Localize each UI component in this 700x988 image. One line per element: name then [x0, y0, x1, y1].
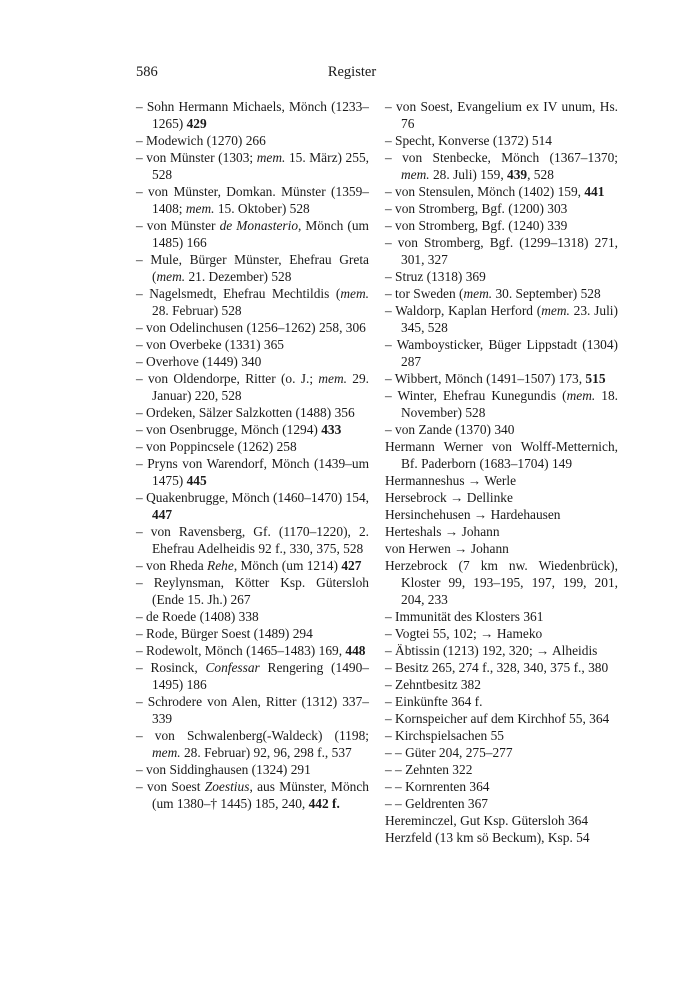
index-entry: – – Geldrenten 367: [385, 796, 489, 811]
index-column-left: [136, 98, 369, 812]
index-entry: – tor Sweden (mem. 30. September) 528: [385, 286, 601, 301]
index-entry: – Kornspeicher auf dem Kirchhof 55, 364: [385, 711, 610, 726]
index-entry: – Äbtissin (1213) 192, 320; → Alheidis: [385, 643, 598, 658]
index-entry: – Quakenbrugge, Mönch (1460–1470) 154, 447: [136, 490, 369, 522]
index-entry: – von Stenbecke, Mönch (1367–1370; mem. 28. Juli) 159, 439, 528: [385, 150, 618, 182]
index-column-right: [385, 98, 618, 846]
index-entry: – von Münster de Monasterio, Mönch (um 1485) 166: [136, 218, 369, 250]
index-entry: – Besitz 265, 274 f., 328, 340, 375 f., 380: [385, 660, 609, 675]
index-entry: – von Odelinchusen (1256–1262) 258, 306: [136, 320, 366, 335]
index-entry: – de Roede (1408) 338: [136, 609, 259, 624]
index-entry: – von Schwalenberg(-Waldeck) (1198; mem. 28. Februar) 92, 96, 298 f., 537: [136, 728, 369, 760]
index-entry: – Rodewolt, Mönch (1465–1483) 169, 448: [136, 643, 366, 658]
index-entry: – Overhove (1449) 340: [136, 354, 262, 369]
index-entry: – Sohn Hermann Michaels, Mönch (1233–1265) 429: [136, 99, 369, 131]
index-entry: – von Overbeke (1331) 365: [136, 337, 285, 352]
page-header: [136, 64, 568, 84]
index-entry: – von Soest, Evangelium ex IV unum, Hs. 76: [385, 99, 618, 131]
index-entry: – von Ravensberg, Gf. (1170–1220), 2. Ehefrau Adelheidis 92 f., 330, 375, 528: [136, 524, 369, 556]
index-entry: – von Oldendorpe, Ritter (o. J.; mem. 29. Januar) 220, 528: [136, 371, 369, 403]
index-entry: Herteshals → Johann: [385, 524, 500, 539]
index-entry: – Einkünfte 364 f.: [385, 694, 483, 709]
index-entry: – Winter, Ehefrau Kunegundis (mem. 18. November) 528: [385, 388, 618, 420]
index-entry: – Wamboysticker, Büger Lippstadt (1304) 287: [385, 337, 618, 369]
index-entry: – Modewich (1270) 266: [136, 133, 266, 148]
index-entry: – von Siddinghausen (1324) 291: [136, 762, 311, 777]
index-entry: Hermanneshus → Werle: [385, 473, 517, 488]
index-entry: – – Zehnten 322: [385, 762, 473, 777]
index-entry: – Kirchspielsachen 55: [385, 728, 504, 743]
index-entry: – Pryns von Warendorf, Mönch (1439–um 1475) 445: [136, 456, 369, 488]
index-entry: Hereminczel, Gut Ksp. Gütersloh 364: [385, 813, 589, 828]
index-entry: – von Stromberg, Bgf. (1240) 339: [385, 218, 568, 233]
running-title: Register: [327, 64, 377, 80]
index-entry: – Immunität des Klosters 361: [385, 609, 544, 624]
index-entry: – – Güter 204, 275–277: [385, 745, 513, 760]
index-entry: – Waldorp, Kaplan Herford (mem. 23. Juli) 345, 528: [385, 303, 618, 335]
index-entry: – Schrodere von Alen, Ritter (1312) 337–339: [136, 694, 369, 726]
index-entry: – Specht, Konverse (1372) 514: [385, 133, 552, 148]
index-entry: – von Münster (1303; mem. 15. März) 255, 528: [136, 150, 369, 182]
index-entry: – Rosinck, Confessar Rengering (1490–1495) 186: [136, 660, 369, 692]
index-entry: – von Rheda Rehe, Mönch (um 1214) 427: [136, 558, 362, 573]
index-entry: – Ordeken, Sälzer Salzkotten (1488) 356: [136, 405, 355, 420]
index-entry: – von Münster, Domkan. Münster (1359–1408; mem. 15. Oktober) 528: [136, 184, 369, 216]
index-entry: – von Osenbrugge, Mönch (1294) 433: [136, 422, 342, 437]
index-entry: – Zehntbesitz 382: [385, 677, 481, 692]
index-entry: Hermann Werner von Wolff-Metternich, Bf. Paderborn (1683–1704) 149: [385, 439, 618, 471]
index-entry: – von Poppincsele (1262) 258: [136, 439, 297, 454]
index-entry: – von Stromberg, Bgf. (1299–1318) 271, 301, 327: [385, 235, 618, 267]
index-entry: – von Stromberg, Bgf. (1200) 303: [385, 201, 568, 216]
index-entry: Hersebrock → Dellinke: [385, 490, 513, 505]
index-entry: – – Kornrenten 364: [385, 779, 490, 794]
index-entry: – Mule, Bürger Münster, Ehefrau Greta (mem. 21. Dezember) 528: [136, 252, 369, 284]
index-entry: – Wibbert, Mönch (1491–1507) 173, 515: [385, 371, 606, 386]
index-entry: – von Soest Zoestius, aus Münster, Mönch (um 1380–† 1445) 185, 240, 442 f.: [136, 779, 369, 811]
index-entry: von Herwen → Johann: [385, 541, 509, 556]
index-entry: – Vogtei 55, 102; → Hameko: [385, 626, 543, 641]
index-entry: – Rode, Bürger Soest (1489) 294: [136, 626, 313, 641]
index-entry: Herzfeld (13 km sö Beckum), Ksp. 54: [385, 830, 590, 845]
index-entry: – von Stensulen, Mönch (1402) 159, 441: [385, 184, 605, 199]
index-entry: – Reylynsman, Kötter Ksp. Gütersloh (Ende 15. Jh.) 267: [136, 575, 369, 607]
index-entry: – von Zande (1370) 340: [385, 422, 515, 437]
index-entry: Hersinchehusen → Hardehausen: [385, 507, 561, 522]
index-entry: Herzebrock (7 km nw. Wiedenbrück), Kloster 99, 193–195, 197, 199, 201, 204, 233: [385, 558, 618, 607]
index-entry: – Struz (1318) 369: [385, 269, 486, 284]
index-entry: – Nagelsmedt, Ehefrau Mechtildis (mem. 28. Februar) 528: [136, 286, 369, 318]
page-number: 586: [136, 64, 158, 80]
